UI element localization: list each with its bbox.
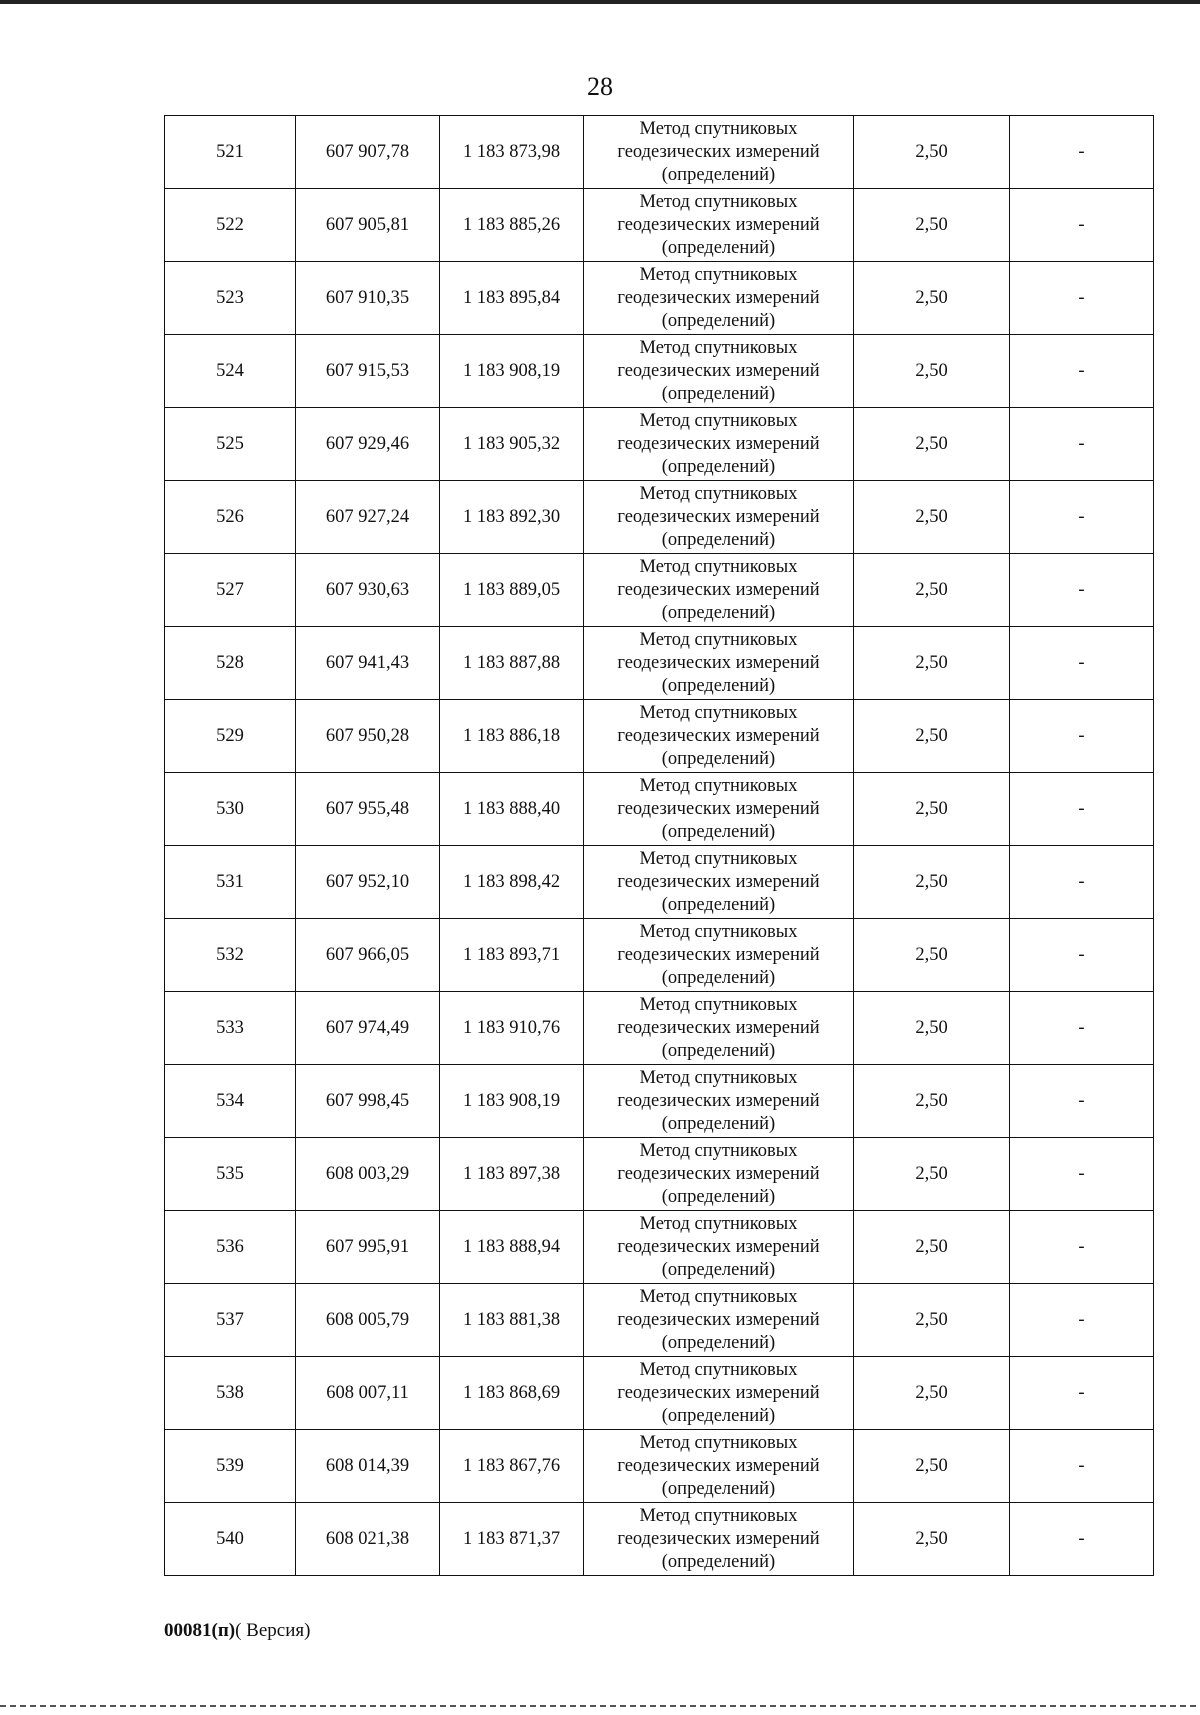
note-cell: - [1010, 992, 1154, 1065]
method-line: Метод спутниковых [639, 921, 798, 942]
method-line: Метод спутниковых [639, 118, 798, 139]
table-row [165, 627, 1154, 700]
method-line: (определений) [661, 1332, 776, 1353]
accuracy-cell: 2,50 [854, 554, 1010, 627]
accuracy-cell: 2,50 [854, 1211, 1010, 1284]
x-coordinate-cell: 607 998,45 [296, 1065, 440, 1138]
x-coordinate-cell: 607 929,46 [296, 408, 440, 481]
x-coordinate-cell: 607 974,49 [296, 992, 440, 1065]
method-line: (определений) [661, 383, 776, 404]
accuracy-cell: 2,50 [854, 1357, 1010, 1430]
point-number-cell: 522 [165, 189, 296, 262]
table-row [165, 116, 1154, 189]
y-coordinate-cell: 1 183 908,19 [440, 1065, 584, 1138]
point-number-cell: 525 [165, 408, 296, 481]
method-cell [584, 1503, 854, 1576]
accuracy-cell: 2,50 [854, 1430, 1010, 1503]
y-coordinate-cell: 1 183 885,26 [440, 189, 584, 262]
method-line: Метод спутниковых [639, 702, 798, 723]
method-line: геодезических измерений [617, 798, 820, 819]
accuracy-cell: 2,50 [854, 773, 1010, 846]
point-number-cell: 529 [165, 700, 296, 773]
note-cell: - [1010, 408, 1154, 481]
method-line: геодезических измерений [617, 579, 820, 600]
method-line: Метод спутниковых [639, 1213, 798, 1234]
x-coordinate-cell: 607 915,53 [296, 335, 440, 408]
method-cell [584, 1284, 854, 1357]
method-line: Метод спутниковых [639, 1286, 798, 1307]
method-line: геодезических измерений [617, 1090, 820, 1111]
method-line: Метод спутниковых [639, 1505, 798, 1526]
method-line: Метод спутниковых [639, 556, 798, 577]
method-cell [584, 554, 854, 627]
y-coordinate-cell: 1 183 905,32 [440, 408, 584, 481]
y-coordinate-cell: 1 183 871,37 [440, 1503, 584, 1576]
method-cell [584, 773, 854, 846]
point-number-cell: 535 [165, 1138, 296, 1211]
table-row [165, 335, 1154, 408]
x-coordinate-cell: 607 955,48 [296, 773, 440, 846]
point-number-cell: 527 [165, 554, 296, 627]
method-cell [584, 262, 854, 335]
method-cell [584, 189, 854, 262]
y-coordinate-cell: 1 183 887,88 [440, 627, 584, 700]
method-line: (определений) [661, 310, 776, 331]
point-number-cell: 528 [165, 627, 296, 700]
method-line: (определений) [661, 164, 776, 185]
point-number-cell: 530 [165, 773, 296, 846]
x-coordinate-cell: 607 952,10 [296, 846, 440, 919]
accuracy-cell: 2,50 [854, 627, 1010, 700]
method-cell [584, 116, 854, 189]
table-row [165, 189, 1154, 262]
y-coordinate-cell: 1 183 898,42 [440, 846, 584, 919]
method-line: (определений) [661, 237, 776, 258]
method-line: Метод спутниковых [639, 337, 798, 358]
x-coordinate-cell: 608 021,38 [296, 1503, 440, 1576]
method-cell [584, 1065, 854, 1138]
table-row [165, 919, 1154, 992]
y-coordinate-cell: 1 183 892,30 [440, 481, 584, 554]
method-line: Метод спутниковых [639, 191, 798, 212]
y-coordinate-cell: 1 183 897,38 [440, 1138, 584, 1211]
note-cell: - [1010, 481, 1154, 554]
note-cell: - [1010, 116, 1154, 189]
note-cell: - [1010, 919, 1154, 992]
method-line: (определений) [661, 1551, 776, 1572]
y-coordinate-cell: 1 183 893,71 [440, 919, 584, 992]
point-number-cell: 532 [165, 919, 296, 992]
point-number-cell: 538 [165, 1357, 296, 1430]
table-row [165, 554, 1154, 627]
x-coordinate-cell: 607 941,43 [296, 627, 440, 700]
page-bottom-edge [0, 1705, 1200, 1707]
point-number-cell: 534 [165, 1065, 296, 1138]
method-cell [584, 919, 854, 992]
method-cell [584, 992, 854, 1065]
method-line: геодезических измерений [617, 1236, 820, 1257]
y-coordinate-cell: 1 183 908,19 [440, 335, 584, 408]
note-cell: - [1010, 1284, 1154, 1357]
method-line: геодезических измерений [617, 944, 820, 965]
method-line: геодезических измерений [617, 1163, 820, 1184]
note-cell: - [1010, 554, 1154, 627]
method-cell [584, 1211, 854, 1284]
method-line: (определений) [661, 1259, 776, 1280]
y-coordinate-cell: 1 183 868,69 [440, 1357, 584, 1430]
point-number-cell: 537 [165, 1284, 296, 1357]
x-coordinate-cell: 607 966,05 [296, 919, 440, 992]
method-line: геодезических измерений [617, 1309, 820, 1330]
table-row [165, 773, 1154, 846]
table-row [165, 1065, 1154, 1138]
method-line: геодезических измерений [617, 1017, 820, 1038]
method-line: геодезических измерений [617, 506, 820, 527]
method-cell [584, 481, 854, 554]
method-cell [584, 408, 854, 481]
method-line: (определений) [661, 894, 776, 915]
table-row [165, 1211, 1154, 1284]
accuracy-cell: 2,50 [854, 1065, 1010, 1138]
accuracy-cell: 2,50 [854, 1284, 1010, 1357]
method-line: (определений) [661, 1478, 776, 1499]
x-coordinate-cell: 607 930,63 [296, 554, 440, 627]
x-coordinate-cell: 607 907,78 [296, 116, 440, 189]
method-cell [584, 1138, 854, 1211]
method-line: (определений) [661, 748, 776, 769]
accuracy-cell: 2,50 [854, 116, 1010, 189]
x-coordinate-cell: 608 007,11 [296, 1357, 440, 1430]
y-coordinate-cell: 1 183 873,98 [440, 116, 584, 189]
method-line: Метод спутниковых [639, 1067, 798, 1088]
accuracy-cell: 2,50 [854, 1138, 1010, 1211]
method-line: (определений) [661, 1186, 776, 1207]
method-line: Метод спутниковых [639, 1432, 798, 1453]
footer-code: 00081(п) [164, 1620, 236, 1641]
note-cell: - [1010, 627, 1154, 700]
note-cell: - [1010, 700, 1154, 773]
point-number-cell: 523 [165, 262, 296, 335]
table-row [165, 1284, 1154, 1357]
accuracy-cell: 2,50 [854, 1503, 1010, 1576]
method-line: Метод спутниковых [639, 483, 798, 504]
note-cell: - [1010, 773, 1154, 846]
method-line: (определений) [661, 821, 776, 842]
point-number-cell: 540 [165, 1503, 296, 1576]
method-line: (определений) [661, 456, 776, 477]
method-line: геодезических измерений [617, 287, 820, 308]
method-line: (определений) [661, 1405, 776, 1426]
y-coordinate-cell: 1 183 889,05 [440, 554, 584, 627]
accuracy-cell: 2,50 [854, 335, 1010, 408]
method-line: геодезических измерений [617, 433, 820, 454]
note-cell: - [1010, 1503, 1154, 1576]
point-number-cell: 536 [165, 1211, 296, 1284]
note-cell: - [1010, 1138, 1154, 1211]
table-row [165, 1503, 1154, 1576]
x-coordinate-cell: 607 905,81 [296, 189, 440, 262]
method-line: (определений) [661, 1040, 776, 1061]
y-coordinate-cell: 1 183 881,38 [440, 1284, 584, 1357]
note-cell: - [1010, 189, 1154, 262]
coordinates-table-body [165, 116, 1154, 1576]
method-line: геодезических измерений [617, 360, 820, 381]
table-row [165, 700, 1154, 773]
x-coordinate-cell: 607 995,91 [296, 1211, 440, 1284]
method-cell [584, 700, 854, 773]
note-cell: - [1010, 335, 1154, 408]
x-coordinate-cell: 608 003,29 [296, 1138, 440, 1211]
x-coordinate-cell: 607 910,35 [296, 262, 440, 335]
method-line: (определений) [661, 967, 776, 988]
accuracy-cell: 2,50 [854, 189, 1010, 262]
footer-note [164, 1620, 310, 1642]
table-row [165, 1430, 1154, 1503]
method-cell [584, 1430, 854, 1503]
x-coordinate-cell: 607 950,28 [296, 700, 440, 773]
method-line: Метод спутниковых [639, 1359, 798, 1380]
point-number-cell: 526 [165, 481, 296, 554]
method-line: геодезических измерений [617, 1382, 820, 1403]
method-line: (определений) [661, 1113, 776, 1134]
y-coordinate-cell: 1 183 895,84 [440, 262, 584, 335]
method-line: (определений) [661, 602, 776, 623]
table-row [165, 846, 1154, 919]
x-coordinate-cell: 607 927,24 [296, 481, 440, 554]
table-row [165, 262, 1154, 335]
method-line: геодезических измерений [617, 652, 820, 673]
method-line: Метод спутниковых [639, 775, 798, 796]
method-line: Метод спутниковых [639, 629, 798, 650]
method-line: геодезических измерений [617, 1455, 820, 1476]
note-cell: - [1010, 846, 1154, 919]
method-line: геодезических измерений [617, 871, 820, 892]
table-row [165, 481, 1154, 554]
note-cell: - [1010, 1430, 1154, 1503]
point-number-cell: 539 [165, 1430, 296, 1503]
y-coordinate-cell: 1 183 910,76 [440, 992, 584, 1065]
point-number-cell: 521 [165, 116, 296, 189]
method-line: геодезических измерений [617, 725, 820, 746]
coordinates-table [164, 115, 1154, 1576]
method-line: Метод спутниковых [639, 264, 798, 285]
method-cell [584, 1357, 854, 1430]
accuracy-cell: 2,50 [854, 481, 1010, 554]
method-line: (определений) [661, 529, 776, 550]
page-number: 28 [587, 72, 613, 101]
footer-version: ( Версия) [235, 1620, 311, 1641]
accuracy-cell: 2,50 [854, 919, 1010, 992]
accuracy-cell: 2,50 [854, 846, 1010, 919]
method-line: геодезических измерений [617, 1528, 820, 1549]
point-number-cell: 533 [165, 992, 296, 1065]
note-cell: - [1010, 1357, 1154, 1430]
point-number-cell: 531 [165, 846, 296, 919]
table-row [165, 1138, 1154, 1211]
method-line: (определений) [661, 675, 776, 696]
accuracy-cell: 2,50 [854, 408, 1010, 481]
note-cell: - [1010, 1211, 1154, 1284]
table-row [165, 992, 1154, 1065]
point-number-cell: 524 [165, 335, 296, 408]
method-line: Метод спутниковых [639, 1140, 798, 1161]
table-row [165, 1357, 1154, 1430]
method-cell [584, 846, 854, 919]
method-cell [584, 627, 854, 700]
table-row [165, 408, 1154, 481]
note-cell: - [1010, 1065, 1154, 1138]
y-coordinate-cell: 1 183 888,40 [440, 773, 584, 846]
y-coordinate-cell: 1 183 867,76 [440, 1430, 584, 1503]
method-line: Метод спутниковых [639, 994, 798, 1015]
note-cell: - [1010, 262, 1154, 335]
accuracy-cell: 2,50 [854, 992, 1010, 1065]
method-line: Метод спутниковых [639, 848, 798, 869]
method-line: геодезических измерений [617, 214, 820, 235]
x-coordinate-cell: 608 014,39 [296, 1430, 440, 1503]
page-top-edge [0, 0, 1200, 4]
x-coordinate-cell: 608 005,79 [296, 1284, 440, 1357]
method-line: геодезических измерений [617, 141, 820, 162]
method-line: Метод спутниковых [639, 410, 798, 431]
accuracy-cell: 2,50 [854, 262, 1010, 335]
accuracy-cell: 2,50 [854, 700, 1010, 773]
method-cell [584, 335, 854, 408]
y-coordinate-cell: 1 183 886,18 [440, 700, 584, 773]
y-coordinate-cell: 1 183 888,94 [440, 1211, 584, 1284]
